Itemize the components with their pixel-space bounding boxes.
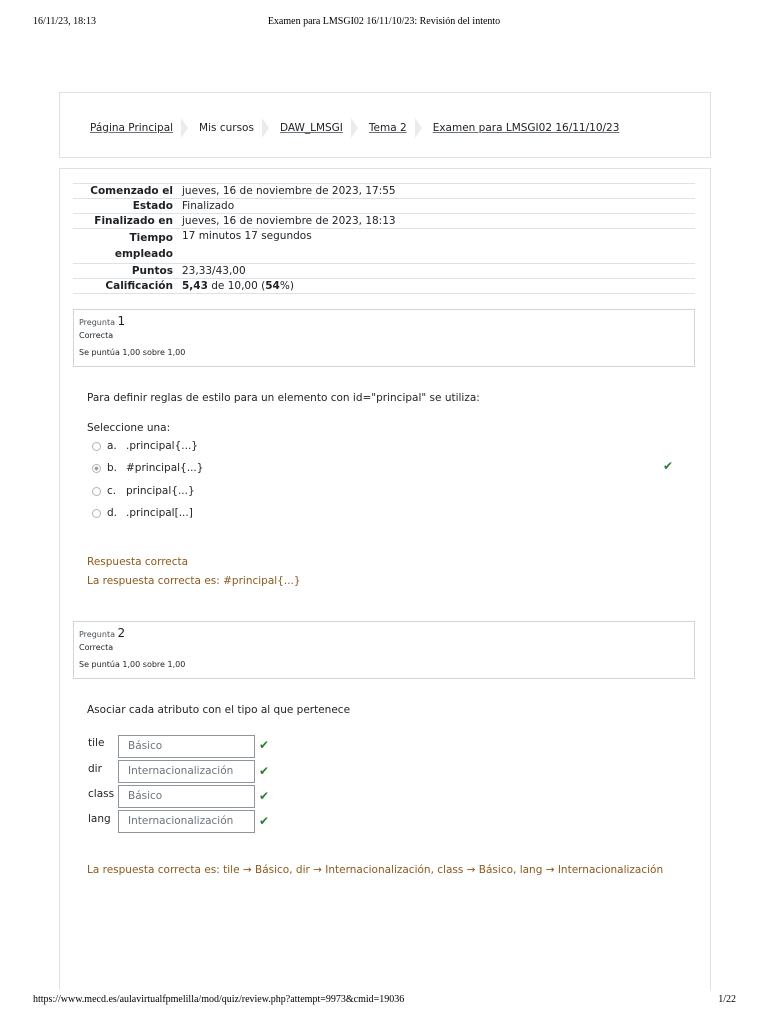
radio-button[interactable] — [92, 509, 101, 518]
summary-row-finished — [73, 213, 695, 228]
summary-key — [73, 229, 173, 263]
grade-value: 5,43 — [182, 280, 208, 292]
grade-of: de 10,00 ( — [211, 280, 266, 292]
content-top-border — [59, 168, 711, 169]
question-2-right-answer: La respuesta correcta es: tile → Básico, dir → Internacionalización, class → Básico, lang → Internacionalización — [87, 864, 664, 876]
breadcrumb-separator — [262, 118, 269, 138]
breadcrumb-course[interactable]: DAW_LMSGI — [279, 122, 343, 134]
summary-row-time — [73, 228, 695, 263]
question-state: Correcta — [79, 331, 114, 340]
match-select-lang[interactable]: Internacionalización — [118, 810, 255, 833]
question-number-value: 2 — [117, 626, 126, 640]
correct-check-icon: ✔ — [259, 789, 270, 803]
question-grade: Se puntúa 1,00 sobre 1,00 — [79, 660, 186, 669]
summary-key-line: Tiempo — [129, 232, 173, 244]
radio-button-selected[interactable] — [92, 464, 101, 473]
summary-row-grade — [73, 278, 695, 294]
print-doc-title: Examen para LMSGI02 16/11/10/23: Revisión del intento — [267, 16, 501, 27]
question-2-text: Asociar cada atributo con el tipo al que pertenece — [87, 704, 351, 716]
answer-number: d. — [107, 507, 118, 519]
breadcrumb-card — [59, 92, 711, 158]
answer-option-a[interactable] — [92, 440, 198, 452]
match-label-tile: tile — [88, 737, 105, 749]
question-1-prompt: Seleccione una: — [87, 422, 171, 434]
attempt-summary-table — [73, 183, 695, 294]
question-1-text: Para definir reglas de estilo para un elemento con id="principal" se utiliza: — [87, 392, 480, 404]
print-url: https://www.mecd.es/aulavirtualfpmelilla/mod/quiz/review.php?attempt=9973&cmid=19036 — [33, 994, 405, 1005]
print-header — [0, 16, 768, 30]
question-1-feedback: Respuesta correcta — [87, 556, 189, 568]
match-select-class[interactable]: Básico — [118, 785, 255, 808]
summary-key: Comenzado el — [90, 185, 173, 197]
correct-check-icon: ✔ — [259, 764, 270, 778]
radio-button[interactable] — [92, 487, 101, 496]
question-2-info — [73, 621, 695, 679]
match-label-lang: lang — [88, 813, 111, 825]
answer-number: c. — [107, 485, 117, 497]
answer-text: .principal[...] — [126, 507, 193, 519]
summary-value — [173, 279, 294, 293]
summary-key: Calificación — [105, 280, 173, 292]
match-select-dir[interactable]: Internacionalización — [118, 760, 255, 783]
breadcrumb-quiz[interactable]: Examen para LMSGI02 16/11/10/23 — [432, 122, 620, 134]
summary-row-state — [73, 198, 695, 213]
breadcrumb-topic[interactable]: Tema 2 — [368, 122, 407, 134]
summary-value: jueves, 16 de noviembre de 2023, 18:13 — [182, 215, 396, 227]
question-number-value: 1 — [117, 314, 126, 328]
content-right-border — [710, 168, 711, 990]
summary-row-points — [73, 263, 695, 278]
summary-key: Finalizado en — [94, 215, 173, 227]
print-page-number: 1/22 — [718, 994, 736, 1005]
question-label: Pregunta — [79, 630, 115, 639]
answer-text: .principal{...} — [126, 440, 198, 452]
summary-value: jueves, 16 de noviembre de 2023, 17:55 — [182, 185, 396, 197]
breadcrumb-my-courses[interactable]: Mis cursos — [199, 122, 254, 134]
question-1-info — [73, 309, 695, 367]
print-footer — [0, 994, 768, 1008]
match-label-dir: dir — [88, 763, 102, 775]
match-label-class: class — [88, 788, 115, 800]
question-state: Correcta — [79, 643, 114, 652]
summary-value: Finalizado — [182, 200, 235, 212]
question-number — [79, 314, 689, 328]
answer-option-d[interactable] — [92, 507, 193, 519]
match-select-tile[interactable]: Básico — [118, 735, 255, 758]
question-1-right-answer: La respuesta correcta es: #principal{...} — [87, 575, 301, 587]
radio-button[interactable] — [92, 442, 101, 451]
breadcrumb-separator — [351, 118, 358, 138]
summary-key: Puntos — [131, 265, 173, 277]
breadcrumb-separator — [415, 118, 422, 138]
content-left-border — [59, 168, 60, 990]
answer-text: #principal{...} — [126, 462, 204, 474]
summary-value: 17 minutos 17 segundos — [182, 230, 312, 242]
correct-check-icon: ✔ — [259, 814, 270, 828]
grade-percent: 54 — [265, 280, 280, 292]
answer-number: a. — [107, 440, 117, 452]
summary-value: 23,33/43,00 — [182, 265, 246, 277]
question-grade: Se puntúa 1,00 sobre 1,00 — [79, 348, 186, 357]
correct-check-icon: ✔ — [259, 738, 270, 752]
print-datetime: 16/11/23, 18:13 — [33, 16, 96, 27]
breadcrumb — [90, 118, 619, 138]
answer-option-c[interactable] — [92, 485, 195, 497]
breadcrumb-separator — [181, 118, 188, 138]
grade-close: %) — [279, 280, 294, 292]
summary-row-started — [73, 183, 695, 198]
answer-option-b[interactable] — [92, 462, 203, 474]
summary-key-line: empleado — [114, 248, 173, 260]
answer-text: principal{...} — [126, 485, 195, 497]
summary-key: Estado — [132, 200, 173, 212]
breadcrumb-home[interactable]: Página Principal — [90, 122, 174, 134]
correct-check-icon: ✔ — [663, 459, 674, 473]
answer-number: b. — [107, 462, 118, 474]
question-label: Pregunta — [79, 318, 115, 327]
question-number — [79, 626, 689, 640]
